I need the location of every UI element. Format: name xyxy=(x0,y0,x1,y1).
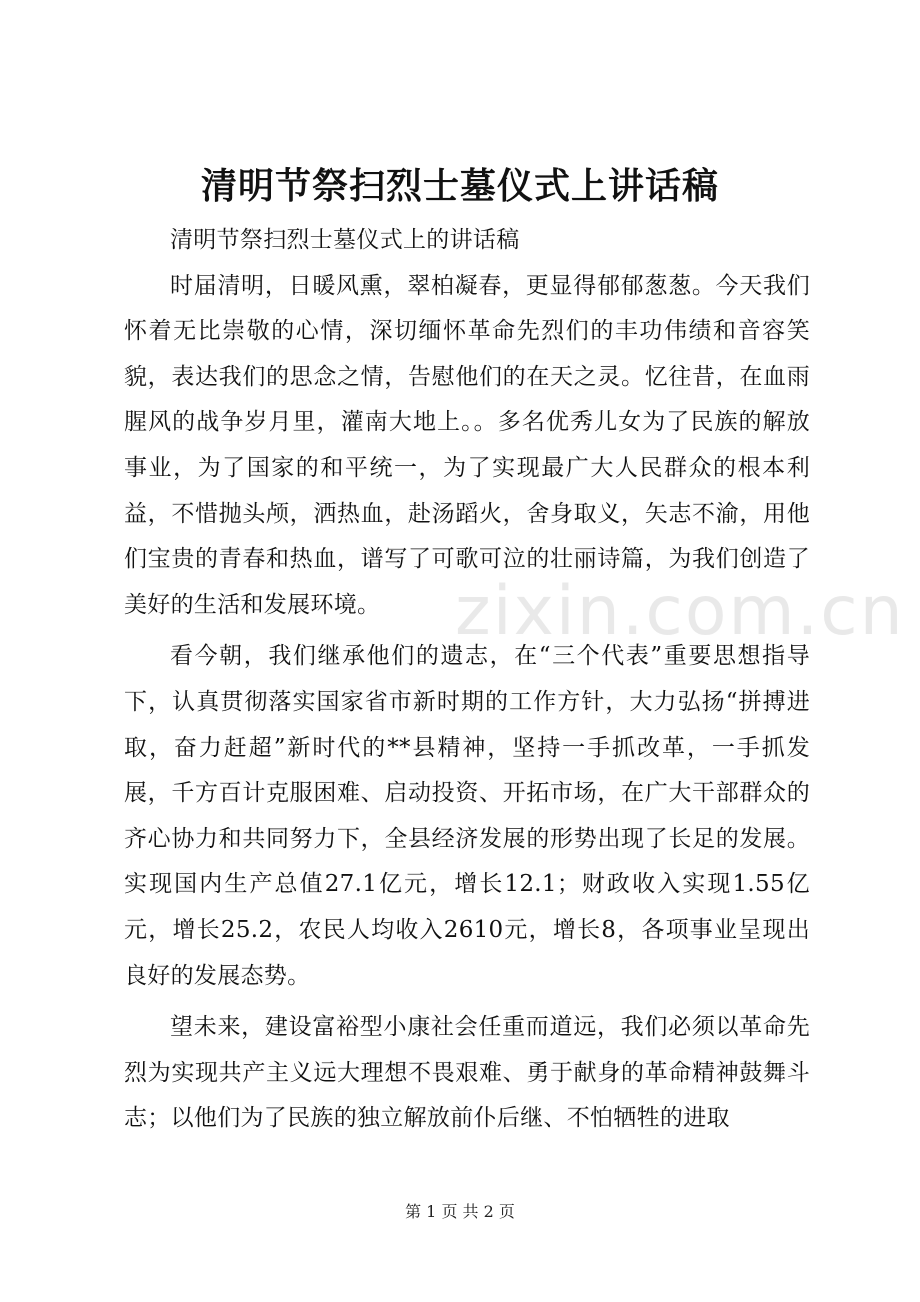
body-paragraph-2: 看今朝，我们继承他们的遗志，在“三个代表”重要思想指导下，认真贯彻落实国家省市新时期的工作方针，大力弘扬“拼搏进取，奋力赶超”新时代的**县精神，坚持一手抓改革，一手抓发展，千方百计克服困难、启动投资、开拓市场，在广大干部群众的齐心协力和共同努力下，全县经济发展的形势出现了长足的发展。实现国内生产总值27.1亿元，增长12.1；财政收入实现1.55亿元，增长25.2，农民人均收入2610元，增长8，各项事业呈现出良好的发展态势。 xyxy=(124,643,810,989)
body-paragraph-1: 时届清明，日暖风熏，翠柏凝春，更显得郁郁葱葱。今天我们怀着无比崇敬的心情，深切缅怀革命先烈们的丰功伟绩和音容笑貌，表达我们的思念之情，告慰他们的在天之灵。忆往昔，在血雨腥风的战争岁月里，灌南大地上。。多名优秀儿女为了民族的解放事业，为了国家的和平统一，为了实现最广大人民群众的根本利益，不惜抛头颅，洒热血，赴汤蹈火，舍身取义，矢志不渝，用他们宝贵的青春和热血，谱写了可歌可泣的壮丽诗篇，为我们创造了美好的生活和发展环境。 xyxy=(124,272,810,618)
body-paragraph-3: 望未来，建设富裕型小康社会任重而道远，我们必须以革命先烈为实现共产主义远大理想不畏艰难、勇于献身的革命精神鼓舞斗志；以他们为了民族的独立解放前仆后继、不怕牺牲的进取 xyxy=(124,1014,810,1132)
document-body xyxy=(124,218,810,1142)
document-title: 清明节祭扫烈士墓仪式上讲话稿 xyxy=(200,165,719,207)
page-footer: 第 1 页 共 2 页 xyxy=(405,1202,515,1221)
subtitle-paragraph: 清明节祭扫烈士墓仪式上的讲话稿 xyxy=(170,227,520,253)
watermark: zixin.com.cn xyxy=(455,572,905,651)
